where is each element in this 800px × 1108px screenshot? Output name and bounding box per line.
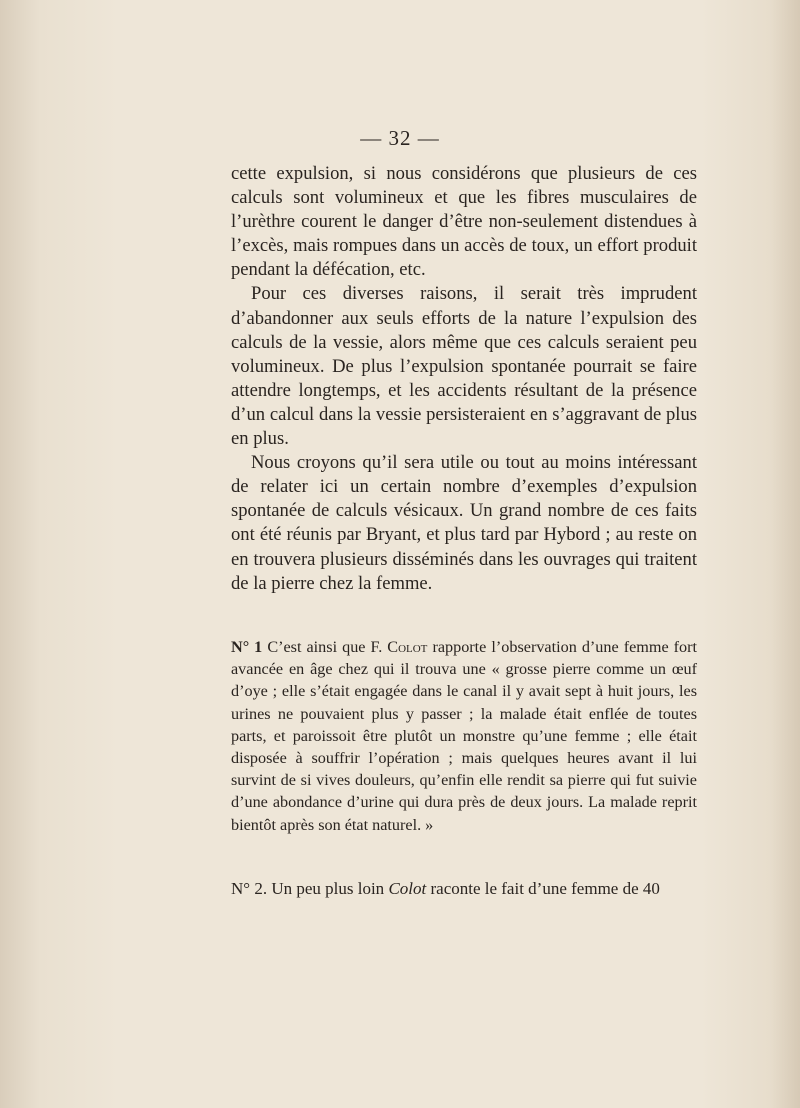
observation-1-intro: C’est ainsi que F. bbox=[267, 638, 383, 656]
observation-2 bbox=[231, 878, 697, 900]
observation-2-author: Colot bbox=[388, 879, 427, 898]
observation-1-text: rapporte l’observation d’une femme fort avancée en âge chez qui il trouva une « grosse pierre comme un œuf d’oye ; elle s’était engagée dans le canal il y avait sept à huit jours, les urines ne pouvaient plus y passer ; la malade était enflée de toutes parts, et paroissoit être plutôt un monstre qu’une femme ; elle était disposée à souffrir l’opération ; mais quelques heures avant il lui survint de si vives douleurs, qu’enfin elle rendit sa pierre qui fut suivie d’une abondance d’urine qui dura près de deux jours. La malade reprit bientôt après son état naturel. » bbox=[231, 638, 698, 834]
observation-2-text: raconte le fait d’une femme de 40 bbox=[430, 879, 660, 898]
paragraph-3: Nous croyons qu’il sera utile ou tout au moins intéressant de relater ici un certain nombre d’exemples d’expulsion spontanée de calculs vésicaux. Un grand nombre de ces faits ont été réunis par Bryant, et plus tard par Hybord ; au reste on en trouvera plusieurs disséminés dans les ouvrages qui traitent de la pierre chez la femme. bbox=[231, 452, 697, 594]
observation-1-label: N° 1 bbox=[231, 638, 263, 656]
observation-1-author: Colot bbox=[387, 638, 428, 656]
paragraph-1: cette expulsion, si nous considérons que plusieurs de ces calculs sont volumineux et que les fibres musculaires de l’urèthre courent le danger d’être non-seulement distendues à l’excès, mais rompues dans un accès de toux, un effort produit pendant la défécation, etc. bbox=[231, 163, 697, 281]
observation-2-intro: Un peu plus loin bbox=[271, 879, 385, 898]
observation-2-label: N° 2. bbox=[231, 879, 268, 898]
observation-1 bbox=[231, 636, 697, 836]
paragraph-2: Pour ces diverses raisons, il serait très imprudent d’abandonner aux seuls efforts de la nature l’expulsion des calculs de la vessie, alors même que ces calculs seraient peu volumineux. De plus l’expulsion spontanée pourrait se faire attendre longtemps, et les accidents résultant de la présence d’un calcul dans la vessie persisteraient en s’aggravant de plus en plus. bbox=[231, 283, 697, 450]
body-text bbox=[231, 162, 697, 596]
page-number: — 32 — bbox=[360, 126, 440, 150]
